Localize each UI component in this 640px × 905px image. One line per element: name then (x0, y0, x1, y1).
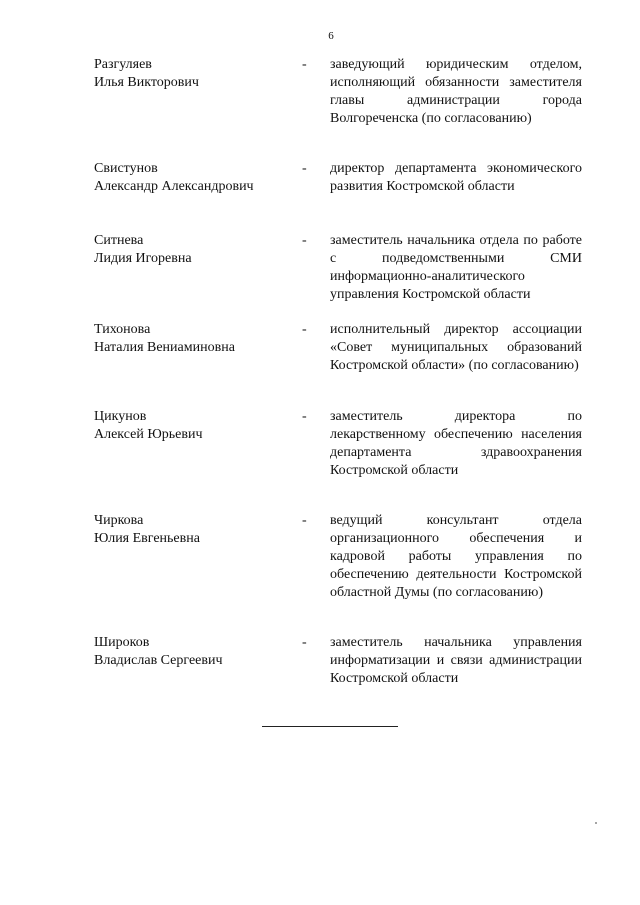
member-position: ведущий консультант отдела организационного обеспечения и кадровой работы управления по обеспечению деятельности Костромской областной Думы (по согласованию) (330, 513, 582, 600)
member-given-name: Александр Александрович (94, 179, 254, 194)
page-number: 6 (328, 30, 334, 42)
separator-dash: - (302, 409, 307, 424)
member-given-name: Лидия Игоревна (94, 251, 192, 266)
member-entry (0, 232, 640, 321)
member-entry (0, 160, 640, 232)
member-position: заместитель директора по лекарственному обеспечению населения департамента здравоохранения Костромской области (330, 409, 582, 478)
member-name (94, 56, 304, 92)
member-surname: Ситнева (94, 233, 144, 248)
member-name (94, 512, 304, 548)
member-given-name: Алексей Юрьевич (94, 427, 203, 442)
member-surname: Тихонова (94, 322, 151, 337)
member-surname: Широков (94, 635, 150, 650)
member-entry (0, 56, 640, 160)
member-entry (0, 634, 640, 694)
member-position: заместитель начальника управления информатизации и связи администрации Костромской области (330, 635, 582, 686)
member-position: директор департамента экономического развития Костромской области (330, 161, 582, 194)
separator-dash: - (302, 513, 307, 528)
separator-dash: - (302, 322, 307, 337)
member-surname: Разгуляев (94, 57, 152, 72)
member-surname: Цикунов (94, 409, 147, 424)
end-of-list-rule (262, 726, 398, 727)
member-given-name: Владислав Сергеевич (94, 653, 223, 668)
member-name (94, 232, 304, 268)
member-surname: Чиркова (94, 513, 144, 528)
scan-speck (595, 822, 597, 824)
member-given-name: Илья Викторович (94, 75, 199, 90)
separator-dash: - (302, 635, 307, 650)
member-name (94, 634, 304, 670)
member-position: заведующий юридическим отделом, исполняющий обязанности заместителя главы администрации города Волгореченска (по согласованию) (330, 57, 582, 126)
member-list (0, 56, 640, 694)
separator-dash: - (302, 57, 307, 72)
member-name (94, 160, 304, 196)
member-given-name: Юлия Евгеньевна (94, 531, 200, 546)
member-name (94, 321, 304, 357)
member-entry (0, 512, 640, 634)
member-entry (0, 321, 640, 408)
member-position: исполнительный директор ассоциации «Совет муниципальных образований Костромской области» (по согласованию) (330, 322, 582, 373)
member-entry (0, 408, 640, 512)
separator-dash: - (302, 233, 307, 248)
separator-dash: - (302, 161, 307, 176)
member-surname: Свистунов (94, 161, 158, 176)
member-position: заместитель начальника отдела по работе с подведомственными СМИ информационно-аналитического управления Костромской области (330, 233, 582, 302)
member-name (94, 408, 304, 444)
member-given-name: Наталия Вениаминовна (94, 340, 235, 355)
